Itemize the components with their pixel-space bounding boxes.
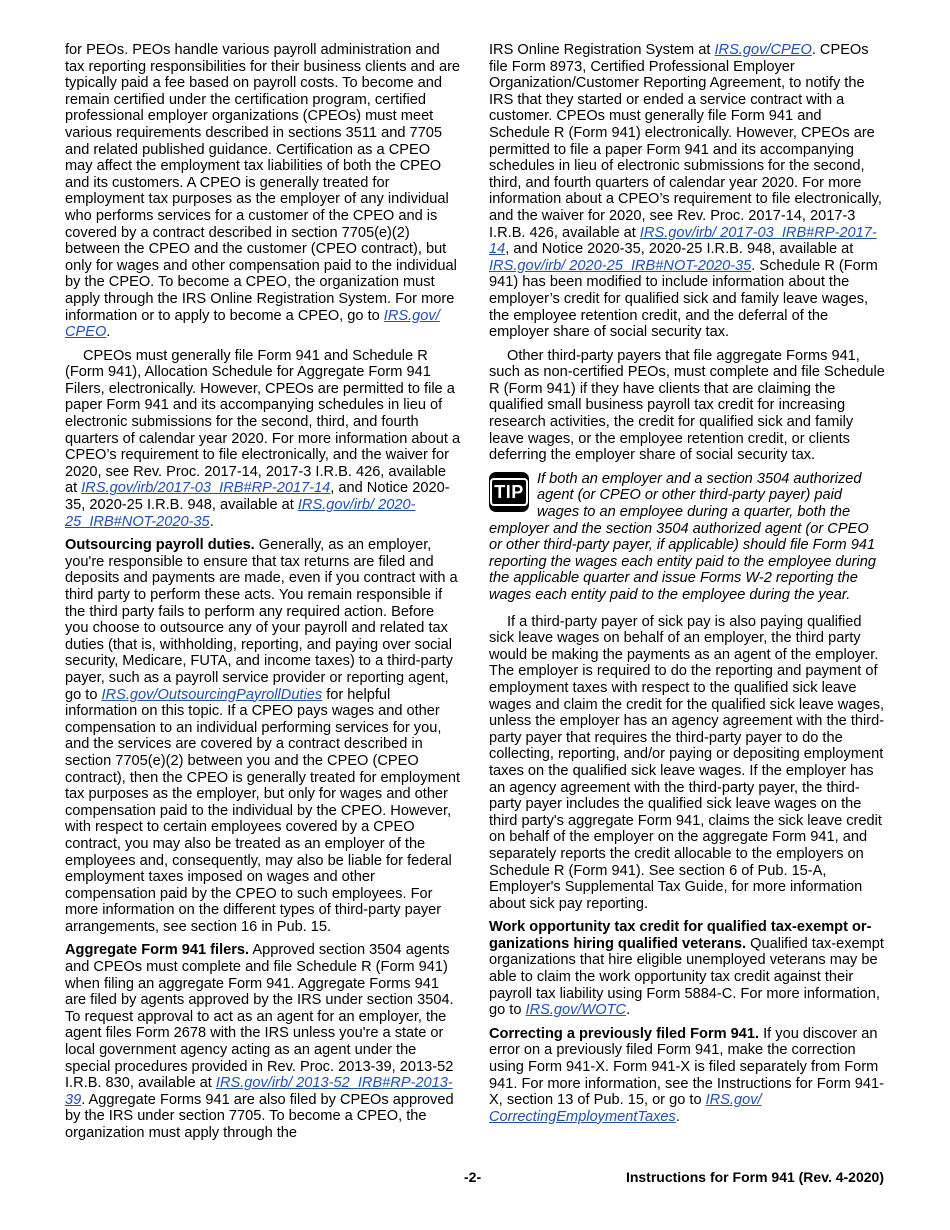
wotc-paragraph: Work opportunity tax credit for qualified tax-exempt organizations hiring qualified veterans. Qualified tax-exempt organizations that hire eligible unemployed veterans may be able to claim the work opportunity tax credit against their payroll tax liability using Form 5884-C. For more information, go to IRS.gov/WOTC. — [489, 919, 884, 1019]
sick-pay-paragraph: If a third-party payer of sick pay is also paying qualified sick leave wages on behalf of an employer, the third party would be making the payments as an agent of the employer. The employer is required to do the reporting and payment of employment taxes with respect to the qualified sick leave wages and claim the credit for the qualified sick leave wages, unless the employer has an agency agreement with the third-party payer that requires the third-party payer to do the collecting, reporting, and/or paying or depositing employment taxes on the qualified sick leave wages. If the employer has an agency agreement with the third-party payer, the third-party payer includes the qualified sick leave wages on the third party's aggregate Form 941, claims the sick leave credit on behalf of the employer on the aggregate Form 941, and separately reports the credit allocable to the employers on Schedule R (Form 941). See section 6 of Pub. 15-A, Employer's Supplemental Tax Guide, for more information about sick pay reporting. — [489, 613, 885, 912]
wotc-heading: Work opportunity tax credit for qualified tax-exempt organizations hiring qualified veterans. — [489, 919, 872, 952]
cpeo-registration-paragraph: IRS Online Registration System at IRS.gov/CPEO. CPEOs file Form 8973, Certified Professional Employer Organization/Customer Reporting Agreement, to notify the IRS that they started or ended a service contract with a customer. CPEOs must generally file Form 941 and Schedule R (Form 941) electronically. However, CPEOs are permitted to file a paper Form 941 and its accompanying schedules in lieu of electronic submissions for the second, third, and fourth quarters of calendar year 2020. For more information about a CPEO’s requirement to file electronically, and the waiver for 2020, see Rev. Proc. 2017-14, 2017-3 I.R.B. 426, available at IRS.gov/irb/ 2017-03_IRB#RP-2017-14, and Notice 2020-35, 2020-25 I.R.B. 948, available at IRS.gov/irb/ 2020-25_IRB#NOT-2020-35. Schedule R (Form 941) has been modified to include information about the employer’s credit for qualified sick and family leave wages, the employee retention credit, and the deferral of the employer share of social security tax. — [489, 42, 882, 341]
irb-2020-25-link[interactable]: IRS.gov/irb/ 2020-25_IRB#NOT-2020-35 — [65, 497, 416, 530]
other-third-party-paragraph: Other third-party payers that file aggregate Forms 941, such as non-certified PEOs, must complete and file Schedule R (Form 941) if they have clients that are claiming the qualified small business payroll tax credit for increasing research activities, the credit for qualified sick and family leave wages, or the employee retention credit, or clients deferring the employer share of social security tax. — [489, 347, 885, 464]
irb-2013-52-link[interactable]: IRS.gov/irb/ 2013-52_IRB#RP-2013-39 — [65, 1075, 453, 1108]
aggregate-filers-paragraph: Aggregate Form 941 filers. Approved section 3504 agents and CPEOs must complete and file Schedule R (Form 941) when filing an aggregate Form 941. Aggregate Forms 941 are filed by agents approved by the IRS under section 3504. To request approval to act as an agent for an employer, the agent files Form 2678 with the IRS unless you're a state or local government agency acting as an agent under the special procedures provided in Rev. Proc. 2013-39, 2013-52 I.R.B. 830, available at IRS.gov/irb/ 2013-52_IRB#RP-2013-39. Aggregate Forms 941 are also filed by CPEOs approved by the IRS under section 7705. To become a CPEO, the organization must apply through the — [65, 942, 454, 1141]
cpeo-link[interactable]: IRS.gov/ CPEO — [65, 307, 440, 341]
tip-text: If both an employer and a section 3504 authorized agent (or CPEO or other third-party payer) paid wages to an employee during a quarter, both the employer and the section 3504 authorized agent (or CPEO or other third-party payer, if applicable) should file Form 941 reporting the wages each entity paid to the employee during the applicable quarter and issue Forms W-2 reporting the wages each entity paid to the employee during the year. — [489, 470, 876, 603]
outsourcing-link[interactable]: IRS.gov/OutsourcingPayrollDuties — [101, 686, 323, 703]
irb-2017-03-link-2[interactable]: IRS.gov/irb/ 2017-03_IRB#RP-2017-14 — [489, 224, 877, 258]
irb-2020-25-link-2[interactable]: IRS.gov/irb/ 2020-25_IRB#NOT-2020-35 — [489, 257, 752, 274]
wotc-link[interactable]: IRS.gov/WOTC — [525, 1002, 627, 1019]
cpeo-filing-paragraph: CPEOs must generally file Form 941 and Schedule R (Form 941), Allocation Schedule for Aggregate Form 941 Filers, electronically. However, CPEOs are permitted to file a paper Form 941 and its accompanying schedules in lieu of electronic submissions for the second, third, and fourth quarters of calendar year 2020. For more information about a CPEO’s requirement to file electronically, and the waiver for 2020, see Rev. Proc. 2017-14, 2017-3 I.R.B. 426, available at IRS.gov/irb/2017-03_IRB#RP-2017-14, and Notice 2020-35, 2020-25 I.R.B. 948, available at IRS.gov/irb/ 2020-25_IRB#NOT-2020-35. — [65, 347, 461, 530]
left-column — [65, 42, 461, 1149]
tip-icon: TIP — [489, 472, 529, 512]
irb-2017-03-link[interactable]: IRS.gov/irb/2017-03_IRB#RP-2017-14 — [81, 480, 331, 497]
correcting-taxes-link[interactable]: IRS.gov/ CorrectingEmploymentTaxes — [489, 1092, 762, 1125]
cpeo-link-2[interactable]: IRS.gov/CPEO — [714, 42, 812, 58]
outsourcing-heading: Outsourcing payroll duties. — [65, 537, 255, 554]
page-number: -2- — [464, 1169, 482, 1185]
peo-paragraph: for PEOs. PEOs handle various payroll administration and tax reporting responsibilities for their business clients and are typically paid a fee based on payroll costs. To become and remain certified under the certification program, certified professional employer organizations (CPEOs) must meet various requirements described in sections 3511 and 7705 and related published guidance. Certification as a CPEO may affect the employment tax liabilities of both the CPEO and its customers. A CPEO is generally treated for employment tax purposes as the employer of any individual who performs services for a customer of the CPEO and is covered by a contract described in section 7705(e)(2) between the CPEO and the customer (CPEO contract), but only for wages and other compensation paid to the individual by the CPEO. To become a CPEO, the organization must apply through the IRS Online Registration System. For more information or to apply to become a CPEO, go to IRS.gov/ CPEO. — [65, 42, 461, 341]
document-title: Instructions for Form 941 (Rev. 4-2020) — [625, 1169, 884, 1185]
correcting-heading: Correcting a previously filed Form 941. — [489, 1025, 760, 1042]
outsourcing-paragraph: Outsourcing payroll duties. Generally, as an employer, you're responsible to ensure that tax returns are filed and deposits and payments are made, even if you contract with a third party to perform these acts. You remain responsible if the third party fails to perform any required action. Before you choose to outsource any of your payroll and related tax duties (that is, withholding, reporting, and paying over social security, Medicare, FUTA, and income taxes) to a third-party payer, such as a payroll service provider or reporting agent, go to IRS.gov/OutsourcingPayrollDuties for helpful information on this topic. If a CPEO pays wages and other compensation to an individual performing services for you, and the services are covered by a contract described in section 7705(e)(2) between you and the CPEO (CPEO contract), then the CPEO is generally treated for employment tax purposes as the employer, but only for wages and other compensation paid to the individual by the CPEO. However, with respect to certain employees covered by a CPEO contract, you may also be treated as an employer of the employees and, consequently, may also be liable for federal employment taxes imposed on wages and other compensation paid by the CPEO to such employees. For more information on the different types of third-party payer arrangements, see section 16 in Pub. 15. — [65, 537, 461, 935]
correcting-paragraph: Correcting a previously filed Form 941. If you discover an error on a previously filed Form 941, make the correction using Form 941-X. Form 941-X is filed separately from Form 941. For more information, see the Instructions for Form 941-X, section 13 of Pub. 15, or go to IRS.gov/ CorrectingEmploymentTaxes. — [489, 1025, 885, 1125]
right-column — [489, 42, 885, 1132]
tip-callout — [489, 471, 885, 604]
aggregate-filers-heading: Aggregate Form 941 filers. — [65, 942, 250, 959]
